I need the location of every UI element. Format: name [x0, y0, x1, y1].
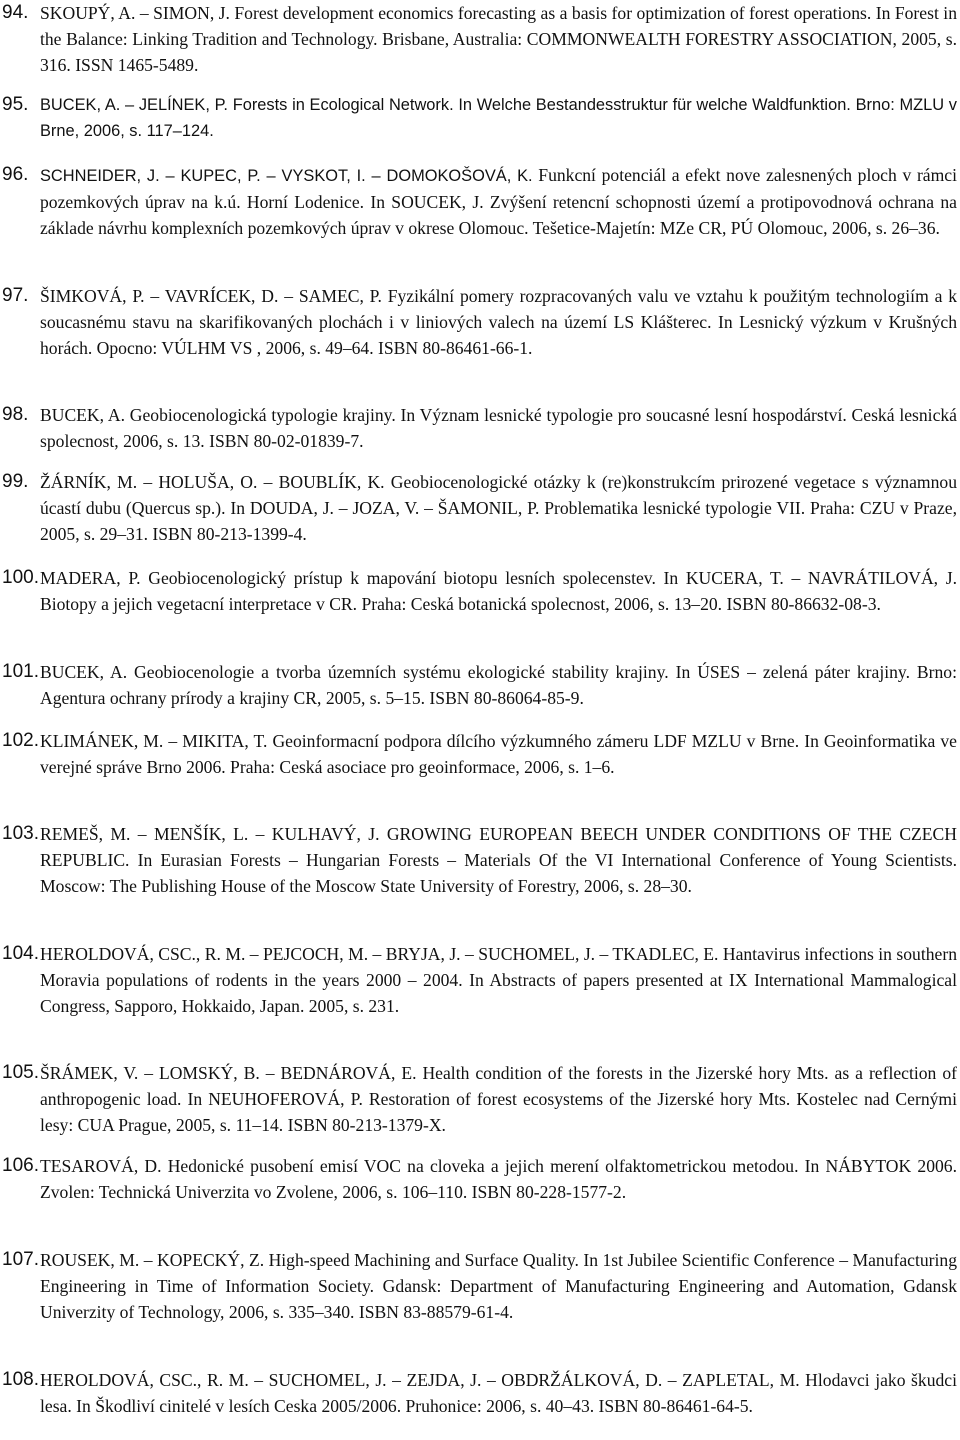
reference-entry-104: [0, 941, 960, 1019]
reference-authors: ŠRÁMEK, V. – LOMSKÝ, B. – BEDNÁROVÁ, E.: [40, 1063, 417, 1083]
reference-number: 108.: [2, 1369, 39, 1390]
reference-number: 100.: [2, 567, 39, 588]
reference-authors: SKOUPÝ, A. – SIMON, J.: [40, 3, 230, 23]
reference-authors: TESAROVÁ, D.: [40, 1156, 162, 1176]
reference-entry-108: [0, 1367, 960, 1419]
reference-authors: HEROLDOVÁ, CSC., R. M. – SUCHOMEL, J. – ZEJDA, J. – OBDRŽÁLKOVÁ, D. – ZAPLETAL, M.: [40, 1370, 800, 1390]
reference-text: [40, 728, 957, 780]
reference-authors: REMEŠ, M. – MENŠÍK, L. – KULHAVÝ, J.: [40, 824, 380, 844]
reference-text: [40, 402, 957, 454]
reference-text: [40, 821, 957, 899]
reference-text: [40, 92, 957, 144]
reference-body: Hlodavci jako škudci lesa. In Škodliví cinitelé v lesích Ceska 2005/2006. Pruhonice: 2006, s. 40–43. ISBN 80-86461-64-5.: [40, 1370, 957, 1416]
reference-number: 102.: [2, 730, 39, 751]
reference-entry-103: [0, 821, 960, 899]
reference-number: 98.: [2, 404, 29, 425]
reference-authors: BUCEK, A. – JELÍNEK, P.: [40, 96, 228, 114]
reference-entry-95: [0, 92, 960, 144]
reference-entry-105: [0, 1060, 960, 1138]
reference-entry-106: [0, 1153, 960, 1205]
reference-authors: HEROLDOVÁ, CSC., R. M. – PEJCOCH, M. – BRYJA, J. – SUCHOMEL, J. – TKADLEC, E.: [40, 944, 719, 964]
reference-body: Geobiocenologická typologie krajiny. In Význam lesnické typologie pro soucasné lesní hospodárství. Ceská lesnická spolecnost, 2006, s. 13. ISBN 80-02-01839-7.: [40, 405, 957, 451]
reference-body: Hedonické pusobení emisí VOC na cloveka a jejich merení olfaktometrickou metodou. In NÁBYTOK 2006. Zvolen: Technická Univerzita vo Zvolene, 2006, s. 106–110. ISBN 80-228-1577-2.: [40, 1156, 957, 1202]
reference-entry-100: [0, 565, 960, 617]
reference-body: Fyzikální pomery rozpracovaných valu ve vztahu k použitým technologiím a k soucasnému stavu na skarifikovaných plochách i v liniových valech na území LS Klášterec. In Lesnický výzkum v Krušných horách. Opocno: VÚLHM VS , 2006, s. 49–64. ISBN 80-86461-66-1.: [40, 286, 958, 358]
reference-body: Forest development economics forecasting as a basis for optimization of forest operations. In Forest in the Balance: Linking Tradition and Technology. Brisbane, Australia: COMMONWEALTH FORESTRY ASSOCIATION, 2005, s. 316. ISSN 1465-5489.: [40, 3, 957, 75]
reference-number: 106.: [2, 1155, 39, 1176]
reference-body: Health condition of the forests in the Jizerské hory Mts. as a reflection of anthropogenic load. In NEUHOFEROVÁ, P. Restoration of forest ecosystems of the Jizerské hory Mts. Kostelec nad Cernými lesy: CUA Prague, 2005, s. 11–14. ISBN 80-213-1379-X.: [40, 1063, 957, 1135]
reference-entry-94: [0, 0, 960, 78]
reference-text: [40, 469, 957, 547]
reference-number: 95.: [2, 94, 29, 115]
reference-number: 104.: [2, 943, 39, 964]
reference-authors: SCHNEIDER, J. – KUPEC, P. – VYSKOT, I. – DOMOKOŠOVÁ, K.: [40, 167, 533, 185]
reference-entry-96: [0, 162, 960, 241]
reference-body: Forests in Ecological Network. In Welche Bestandesstruktur für welche Waldfunktion. Brno: MZLU v Brne, 2006, s. 117–124.: [40, 96, 957, 140]
reference-text: [40, 565, 957, 617]
reference-text: [40, 1153, 957, 1205]
reference-entry-101: [0, 659, 960, 711]
reference-entry-98: [0, 402, 960, 454]
reference-body: Funkcní potenciál a efekt nove zalesnených ploch v rámci pozemkových úprav na k.ú. Horní Lodenice. In SOUCEK, J. Zvýšení retencní schopnosti území a protipovodnová ochrana na základe návrhu komplexních pozemkových úprav v okrese Olomouc. Tešetice-Majetín: MZe CR, PÚ Olomouc, 2006, s. 26–36.: [40, 165, 957, 238]
reference-authors: MADERA, P.: [40, 568, 141, 588]
reference-number: 96.: [2, 164, 29, 185]
reference-number: 107.: [2, 1249, 39, 1270]
reference-text: [40, 1247, 957, 1325]
reference-number: 99.: [2, 471, 29, 492]
reference-authors: BUCEK, A.: [40, 405, 125, 425]
reference-body: Geoinformacní podpora dílcího výzkumného zámeru LDF MZLU v Brne. In Geoinformatika ve verejné správe Brno 2006. Praha: Ceská asociace pro geoinformace, 2006, s. 1–6.: [40, 731, 957, 777]
reference-authors: BUCEK, A.: [40, 662, 128, 682]
reference-text: [40, 162, 957, 241]
reference-authors: ŠIMKOVÁ, P. – VAVRÍCEK, D. – SAMEC, P.: [40, 286, 382, 306]
reference-entry-102: [0, 728, 960, 780]
reference-authors: ROUSEK, M. – KOPECKÝ, Z.: [40, 1250, 265, 1270]
reference-text: [40, 283, 957, 361]
reference-text: [40, 1367, 957, 1419]
reference-text: [40, 941, 957, 1019]
reference-number: 97.: [2, 285, 29, 306]
reference-text: [40, 0, 957, 78]
reference-text: [40, 659, 957, 711]
reference-entry-97: [0, 283, 960, 361]
reference-entry-107: [0, 1247, 960, 1325]
reference-number: 105.: [2, 1062, 39, 1083]
reference-entry-99: [0, 469, 960, 547]
reference-authors: ŽÁRNÍK, M. – HOLUŠA, O. – BOUBLÍK, K.: [40, 472, 385, 492]
reference-body: Hantavirus infections in southern Moravia populations of rodents in the years 2000 – 2004. In Abstracts of papers presented at IX International Mammalogical Congress, Sapporo, Hokkaido, Japan. 2005, s. 231.: [40, 944, 957, 1016]
reference-number: 94.: [2, 2, 29, 23]
reference-number: 103.: [2, 823, 39, 844]
reference-body: High-speed Machining and Surface Quality. In 1st Jubilee Scientific Conference – Manufacturing Engineering in Time of Information Society. Gdansk: Department of Manufacturing Engineering and Automation, Gdansk Univerzity of Technology, 2006, s. 335–340. ISBN 83-88579-61-4.: [40, 1250, 957, 1322]
reference-body: Geobiocenologické otázky k (re)konstrukcím prirozené vegetace s významnou úcastí dubu (Quercus sp.). In DOUDA, J. – JOZA, V. – ŠAMONIL, P. Problematika lesnické typologie VII. Praha: CZU v Praze, 2005, s. 29–31. ISBN 80-213-1399-4.: [40, 472, 957, 544]
reference-text: [40, 1060, 957, 1138]
reference-body: Geobiocenologie a tvorba územních systému ekologické stability krajiny. In ÚSES – zelená páter krajiny. Brno: Agentura ochrany prírody a krajiny CR, 2005, s. 5–15. ISBN 80-86064-85-9.: [40, 662, 957, 708]
reference-number: 101.: [2, 661, 39, 682]
reference-body: GROWING EUROPEAN BEECH UNDER CONDITIONS OF THE CZECH REPUBLIC. In Eurasian Forests – Hungarian Forests – Materials Of the VI International Conference of Young Scientists. Moscow: The Publishing House of the Moscow State University of Forestry, 2006, s. 28–30.: [40, 824, 957, 896]
reference-body: Geobiocenologický prístup k mapování biotopu lesních spolecenstev. In KUCERA, T. – NAVRÁTILOVÁ, J. Biotopy a jejich vegetacní interpretace v CR. Praha: Ceská botanická spolecnost, 2006, s. 13–20. ISBN 80-86632-08-3.: [40, 568, 958, 614]
reference-authors: KLIMÁNEK, M. – MIKITA, T.: [40, 731, 268, 751]
